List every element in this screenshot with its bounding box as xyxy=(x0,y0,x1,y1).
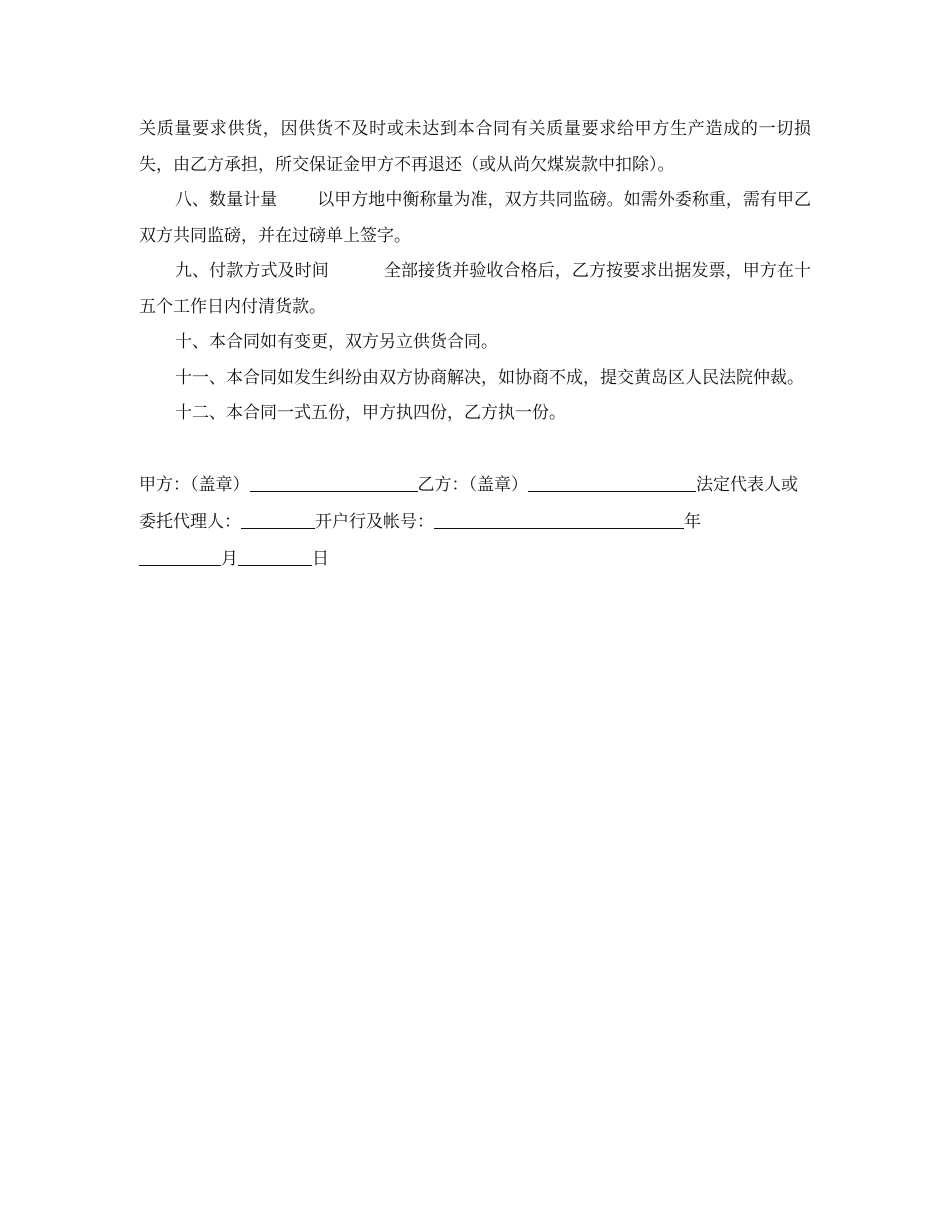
party-a-signature-blank xyxy=(250,471,418,492)
paragraph-payment-terms xyxy=(139,254,811,325)
party-b-label: 乙方：（盖章） xyxy=(417,474,528,495)
legal-rep-label: 法定代表人或委托代理人： xyxy=(139,474,798,532)
paragraph-quantity-measurement xyxy=(139,183,811,254)
year-label: 年 xyxy=(684,511,701,532)
legal-rep-blank xyxy=(241,508,315,529)
clause-title-payment: 九、付款方式及时间 xyxy=(175,261,329,281)
bank-account-label: 开户行及帐号： xyxy=(315,511,434,532)
bank-account-blank xyxy=(434,508,684,529)
paragraph-contract-changes: 十、本合同如有变更，双方另立供货合同。 xyxy=(175,332,498,352)
party-b-signature-blank xyxy=(528,471,696,492)
day-blank xyxy=(238,545,312,566)
year-month-blank xyxy=(139,545,221,566)
clause-body-quantity: 以甲方地中衡称量为准，双方共同监磅。如需外委称重，需有甲乙双方共同监磅，并在过磅单上签字。 xyxy=(139,190,811,246)
paragraph-dispute-resolution: 十一、本合同如发生纠纷由双方协商解决，如协商不成，提交黄岛区人民法院仲裁。 xyxy=(175,367,804,388)
paragraph-quality-liability: 关质量要求供货，因供货不及时或未达到本合同有关质量要求给甲方生产造成的一切损失，由乙方承担，所交保证金甲方不再退还（或从尚欠煤炭款中扣除）。 xyxy=(139,119,811,175)
clause-title-quantity: 八、数量计量 xyxy=(175,190,278,210)
party-a-label: 甲方：（盖章） xyxy=(139,474,250,495)
day-label: 日 xyxy=(312,548,329,569)
contract-page xyxy=(139,112,811,578)
clause-body-payment: 全部接货并验收合格后，乙方按要求出据发票，甲方在十五个工作日内付清货款。 xyxy=(139,261,812,317)
paragraph-copies: 十二、本合同一式五份，甲方执四份，乙方执一份。 xyxy=(175,403,566,423)
month-label: 月 xyxy=(221,548,238,569)
signature-block xyxy=(139,467,811,578)
